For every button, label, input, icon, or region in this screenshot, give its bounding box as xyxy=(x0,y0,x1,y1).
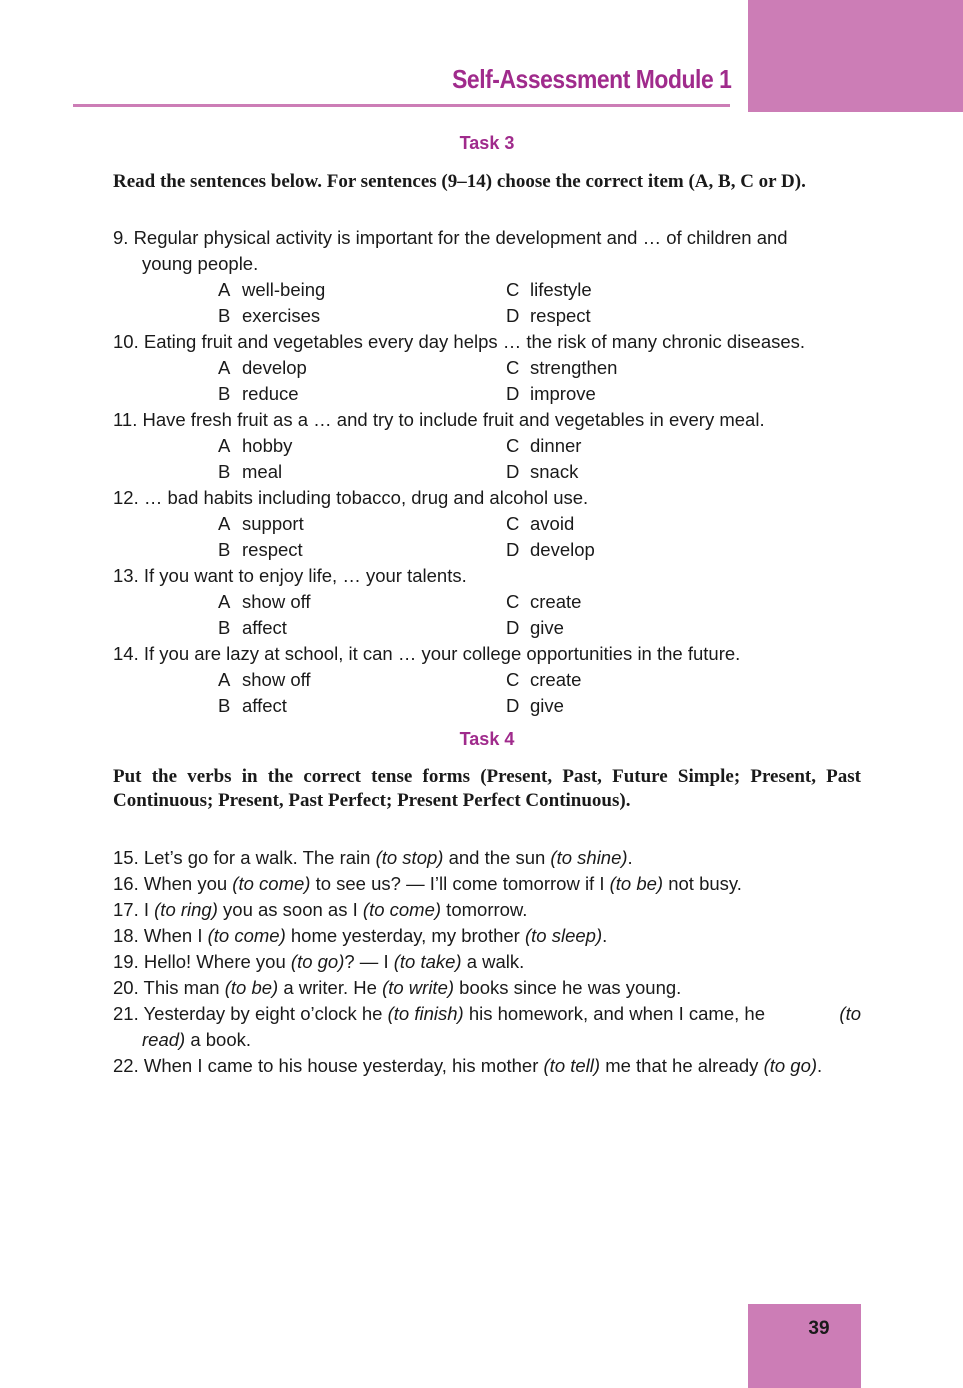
sentence-17: 17. I (to ring) you as soon as I (to come) tomorrow. xyxy=(113,899,528,920)
sentence-16: 16. When you (to come) to see us? — I’ll come tomorrow if I (to be) not busy. xyxy=(113,873,742,894)
q12-option-a: A support xyxy=(218,513,304,534)
q14-option-b: B affect xyxy=(218,695,287,716)
q10-option-a: A develop xyxy=(218,357,307,378)
q14-option-a: A show off xyxy=(218,669,311,690)
q13-option-d: D give xyxy=(506,617,564,638)
question-13-text: 13. If you want to enjoy life, … your talents. xyxy=(113,565,467,586)
sentence-19: 19. Hello! Where you (to go)? — I (to take) a walk. xyxy=(113,951,525,972)
q11-option-c: C dinner xyxy=(506,435,582,456)
q13-option-b: B affect xyxy=(218,617,287,638)
q10-option-b: B reduce xyxy=(218,383,299,404)
sentence-18: 18. When I (to come) home yesterday, my brother (to sleep). xyxy=(113,925,608,946)
q12-option-b: B respect xyxy=(218,539,303,560)
sentence-21-cont: read) a book. xyxy=(142,1029,252,1050)
sentence-20: 20. This man (to be) a writer. He (to write) books since he was young. xyxy=(113,977,682,998)
question-10-text: 10. Eating fruit and vegetables every day helps … the risk of many chronic diseases. xyxy=(113,331,806,352)
q10-option-c: C strengthen xyxy=(506,357,618,378)
q11-option-a: A hobby xyxy=(218,435,293,456)
q14-option-d: D give xyxy=(506,695,564,716)
title-rule xyxy=(73,104,730,107)
corner-tab xyxy=(748,0,963,112)
page-number-box xyxy=(748,1304,861,1388)
question-11-text: 11. Have fresh fruit as a … and try to include fruit and vegetables in every meal. xyxy=(113,409,765,430)
question-9-text-cont: young people. xyxy=(142,253,259,274)
task-4-heading: Task 4 xyxy=(459,729,515,749)
task-3-instruction: Read the sentences below. For sentences (9–14) choose the correct item (A, B, C or D). xyxy=(113,171,806,192)
sentence-21: 21. Yesterday by eight o’clock he (to finish) his homework, and when I came, he (to xyxy=(113,1003,861,1024)
task-4-instruction: Put the verbs in the correct tense forms (Present, Past, Future Simple; Present, Past Continuous; Present, Past Perfect; Present Perfect Continuous). xyxy=(113,766,861,811)
q11-option-b: B meal xyxy=(218,461,283,482)
q13-option-a: A show off xyxy=(218,591,311,612)
sentence-15: 15. Let’s go for a walk. The rain (to stop) and the sun (to shine). xyxy=(113,847,633,868)
q11-option-d: D snack xyxy=(506,461,579,482)
q12-option-c: C avoid xyxy=(506,513,575,534)
q9-option-c: C lifestyle xyxy=(506,279,592,300)
q12-option-d: D develop xyxy=(506,539,595,560)
q9-option-a: A well-being xyxy=(218,279,326,300)
q9-option-d: D respect xyxy=(506,305,591,326)
page-number: 39 xyxy=(808,1318,830,1339)
task-3-heading: Task 3 xyxy=(459,133,515,153)
sentence-22: 22. When I came to his house yesterday, his mother (to tell) me that he already (to go). xyxy=(113,1055,823,1076)
q9-option-b: B exercises xyxy=(218,305,321,326)
q13-option-c: C create xyxy=(506,591,582,612)
q14-option-c: C create xyxy=(506,669,582,690)
module-title: Self-Assessment Module 1 xyxy=(451,64,731,94)
question-12-text: 12. … bad habits including tobacco, drug and alcohol use. xyxy=(113,487,589,508)
question-9-text: 9. Regular physical activity is important for the development and … of children and xyxy=(113,227,788,248)
q10-option-d: D improve xyxy=(506,383,596,404)
question-14-text: 14. If you are lazy at school, it can … your college opportunities in the future. xyxy=(113,643,741,664)
